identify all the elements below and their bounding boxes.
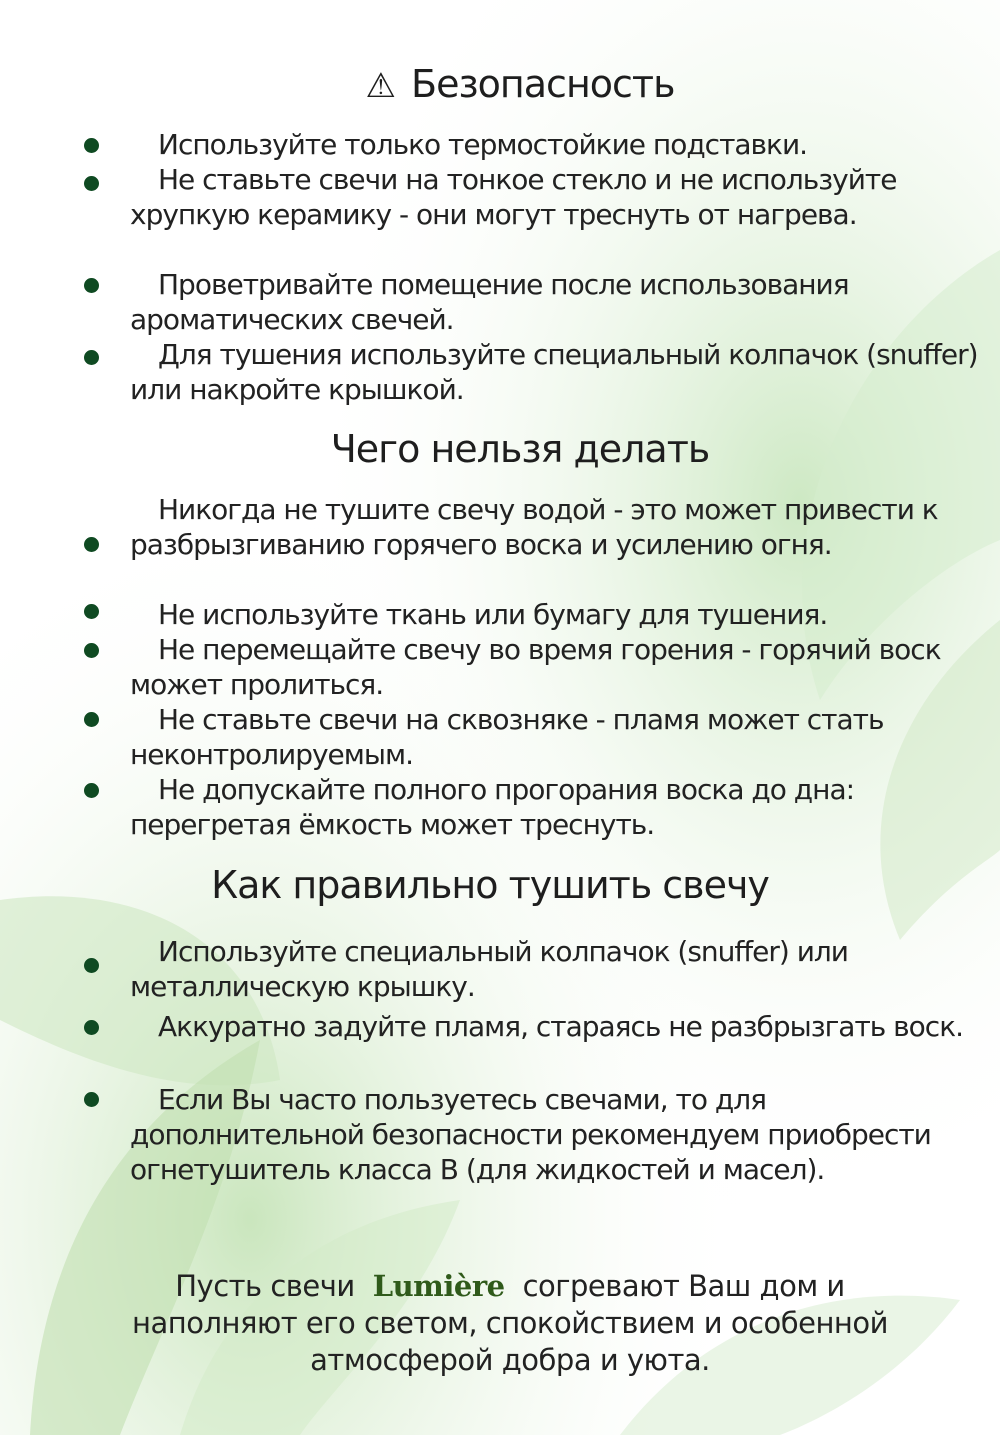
list-item: Никогда не тушите свечу водой - это может привести к разбрызгиванию горячего воска и усилению огня. — [130, 493, 938, 561]
bullet-icon — [84, 604, 99, 619]
bullet-icon — [84, 1092, 99, 1107]
list-item: Аккуратно задуйте пламя, стараясь не разбрызгать воск. — [158, 1010, 964, 1043]
bullet-icon — [84, 537, 99, 552]
bullet-icon — [84, 712, 99, 727]
list-item: Не ставьте свечи на сквозняке - пламя может стать неконтролируемым. — [130, 703, 884, 771]
bullet-icon — [84, 1020, 99, 1035]
bullet-icon — [84, 958, 99, 973]
closing-message: Пусть свечи Lumière согревают Ваш дом и наполняют его светом, спокойствием и особенной атмосферой добра и уюта. — [132, 1269, 888, 1377]
bullet-icon — [84, 138, 99, 153]
heading-safety: ⚠ Безопасность — [365, 62, 675, 106]
list-item: Не допускайте полного прогорания воска до дна: перегретая ёмкость может треснуть. — [130, 773, 855, 841]
list-item: Не ставьте свечи на тонкое стекло и не используйте хрупкую керамику - они могут треснуть от нагрева. — [130, 163, 897, 231]
bullet-icon — [84, 643, 99, 658]
list-item: Используйте только термостойкие подставки. — [158, 128, 808, 161]
heading-donts: Чего нельзя делать — [330, 427, 710, 471]
bullet-icon — [84, 278, 99, 293]
warning-icon: ⚠ — [365, 66, 396, 106]
heading-extinguish: Как правильно тушить свечу — [211, 863, 769, 907]
list-item: Если Вы часто пользуетесь свечами, то для дополнительной безопасности рекомендуем приобрести огнетушитель класса В (для жидкостей и масел). — [130, 1083, 931, 1186]
list-item: Для тушения используйте специальный колпачок (snuffer) или накройте крышкой. — [130, 338, 978, 406]
list-item: Не перемещайте свечу во время горения - горячий воск может пролиться. — [130, 633, 941, 701]
list-item: Не используйте ткань или бумагу для тушения. — [158, 598, 828, 631]
list-item: Проветривайте помещение после использования ароматических свечей. — [130, 268, 849, 336]
bullet-icon — [84, 176, 99, 191]
bullet-icon — [84, 783, 99, 798]
brand-name: Lumière — [372, 1269, 505, 1303]
bullet-icon — [84, 350, 99, 365]
list-item: Используйте специальный колпачок (snuffer) или металлическую крышку. — [130, 935, 848, 1003]
